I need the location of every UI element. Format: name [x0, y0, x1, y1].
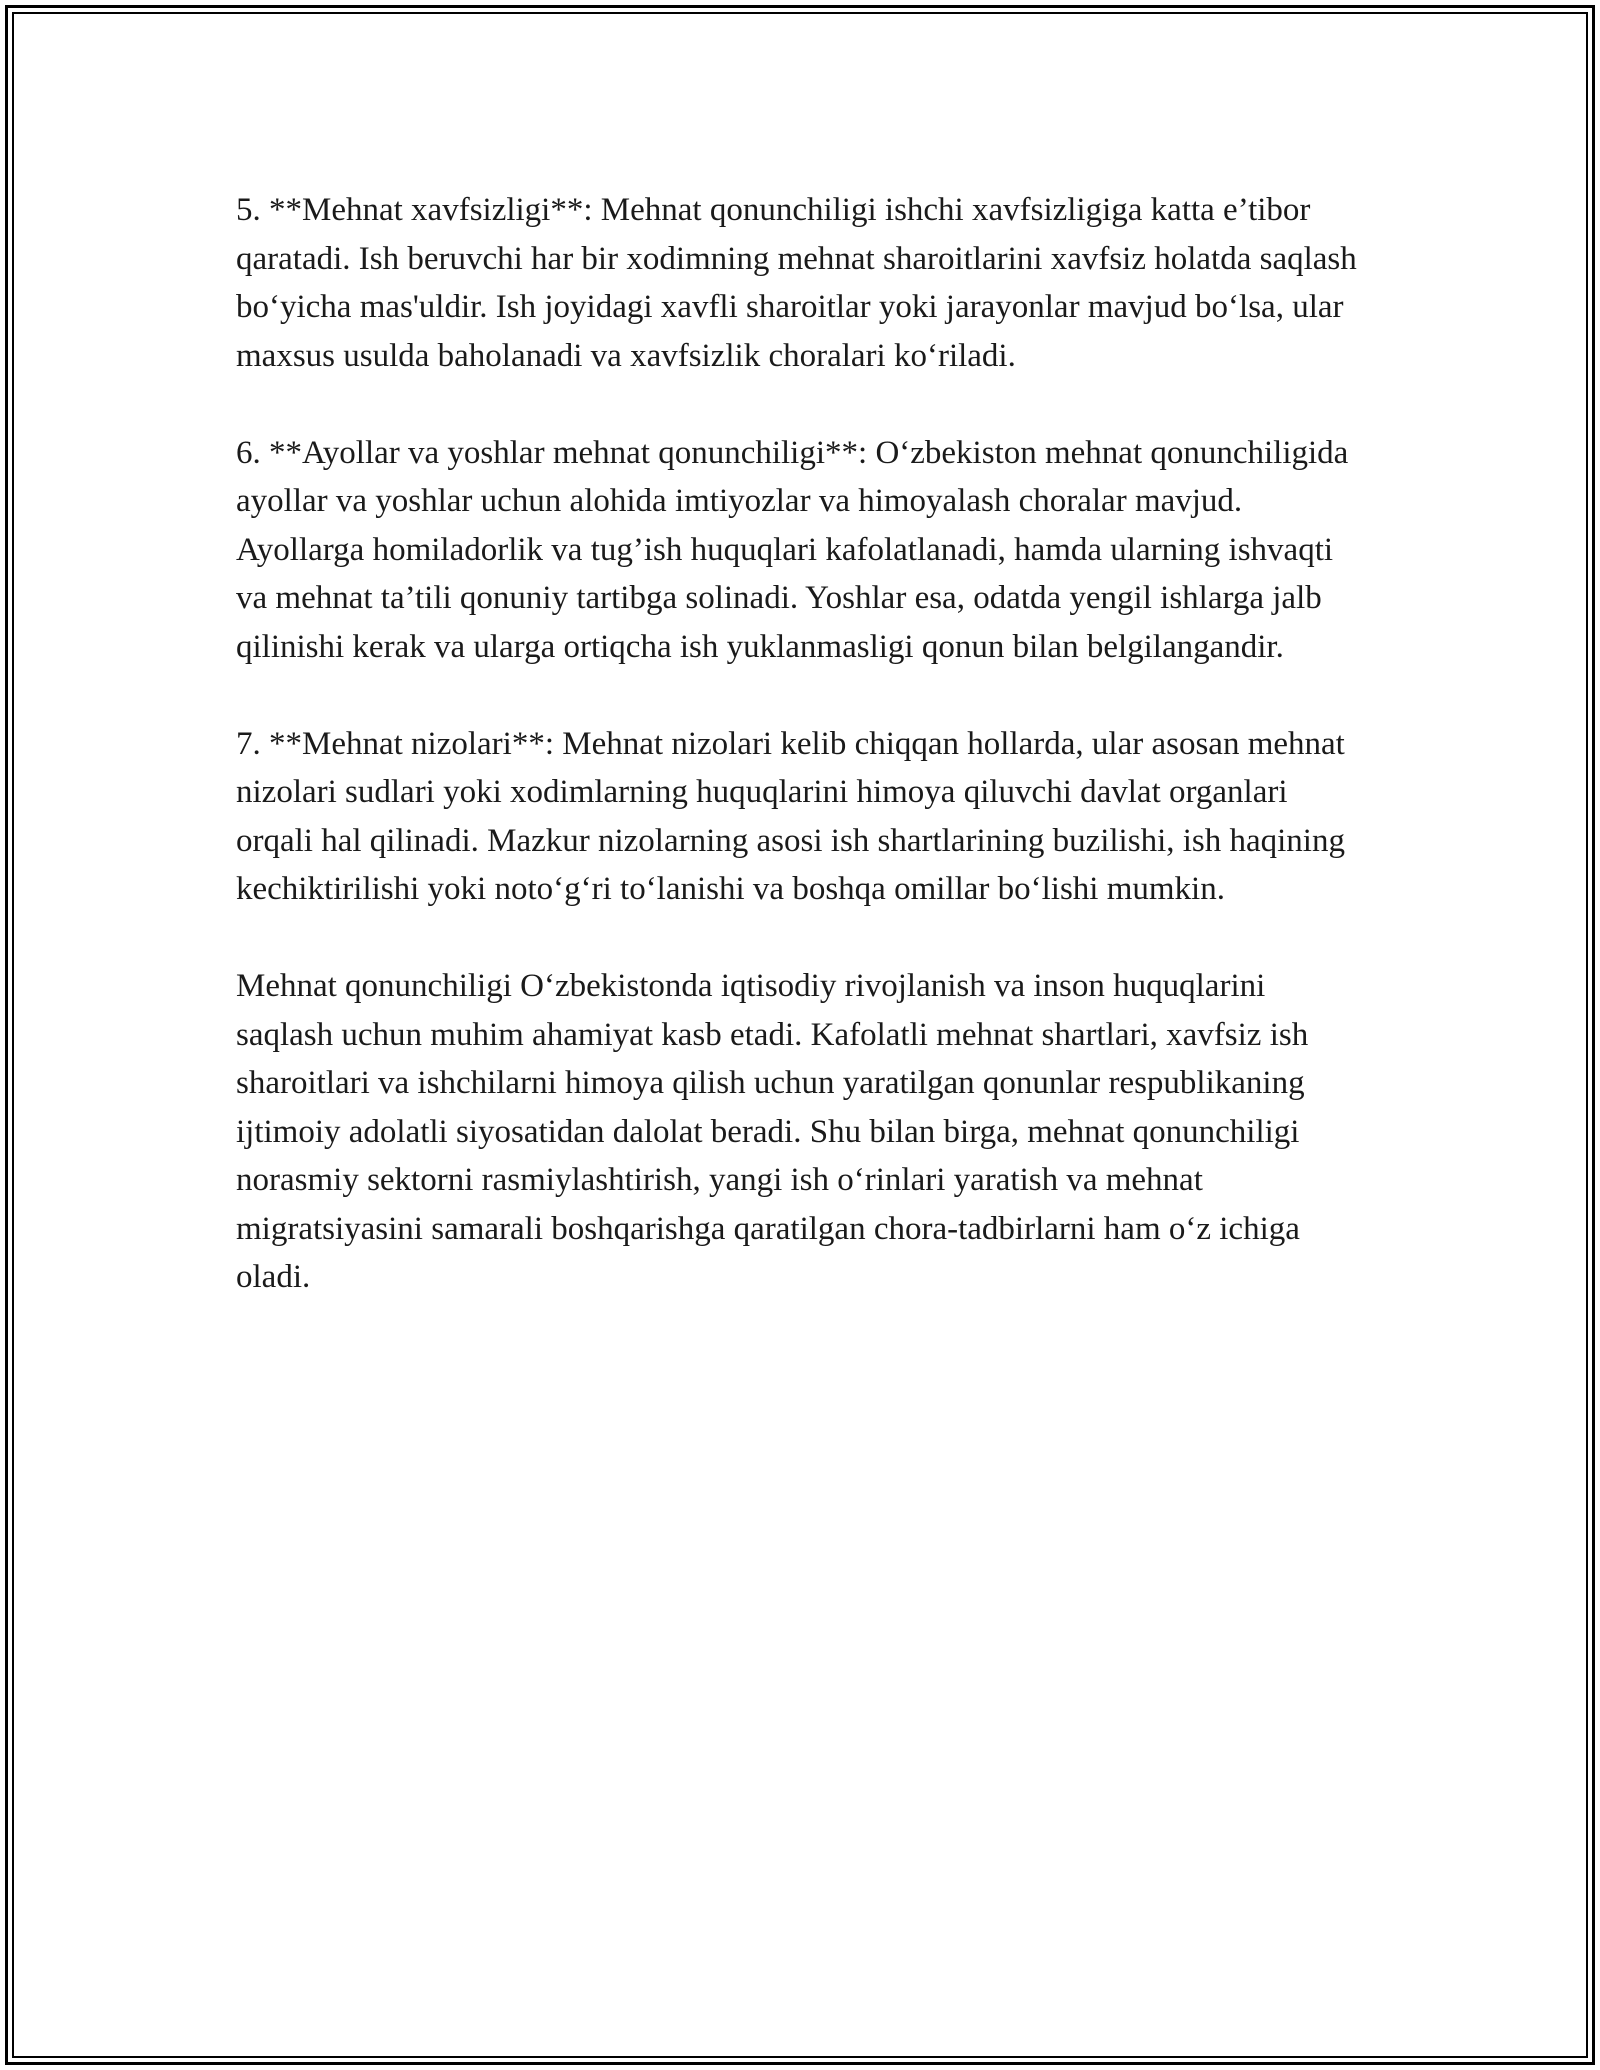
paragraph-mehnat-xavfsizligi: 5. **Mehnat xavfsizligi**: Mehnat qonunchiligi ishchi xavfsizligiga katta e’tibor qaratadi. Ish beruvchi har bir xodimning mehnat sharoitlarini xavfsiz holatda saqlash bo‘yicha mas'uldir. Ish joyidagi xavfli sharoitlar yoki jarayonlar mavjud bo‘lsa, ular maxsus usulda baholanadi va xavfsizlik choralari ko‘riladi. [236, 192, 1357, 374]
paragraph-ayollar-va-yoshlar: 6. **Ayollar va yoshlar mehnat qonunchiligi**: O‘zbekiston mehnat qonunchiligida ayollar va yoshlar uchun alohida imtiyozlar va himoyalash choralar mavjud. Ayollarga homiladorlik va tug’ish huquqlari kafolatlanadi, hamda ularning ishvaqti va mehnat ta’tili qonuniy tartibga solinadi. Yoshlar esa, odatda yengil ishlarga jalb qilinishi kerak va ularga ortiqcha ish yuklanmasligi qonun bilan belgilangandir. [236, 434, 1349, 665]
paragraph-conclusion: Mehnat qonunchiligi O‘zbekistonda iqtisodiy rivojlanish va inson huquqlarini saqlash uchun muhim ahamiyat kasb etadi. Kafolatli mehnat shartlari, xavfsiz ish sharoitlari va ishchilarni himoya qilish uchun yaratilgan qonunlar respublikaning ijtimoiy adolatli siyosatidan dalolat beradi. Shu bilan birga, mehnat qonunchiligi norasmiy sektorni rasmiylashtirish, yangi ish o‘rinlari yaratish va mehnat migratsiyasini samarali boshqarishga qaratilgan chora-tadbirlarni ham o‘z ichiga oladi. [236, 968, 1309, 1295]
paragraph-mehnat-nizolari: 7. **Mehnat nizolari**: Mehnat nizolari kelib chiqqan hollarda, ular asosan mehnat nizolari sudlari yoki xodimlarning huquqlarini himoya qiluvchi davlat organlari orqali hal qilinadi. Mazkur nizolarning asosi ish shartlarining buzilishi, ish haqining kechiktirilishi yoki noto‘g‘ri to‘lanishi va boshqa omillar bo‘lishi mumkin. [236, 725, 1345, 907]
document-body [236, 186, 1366, 1350]
